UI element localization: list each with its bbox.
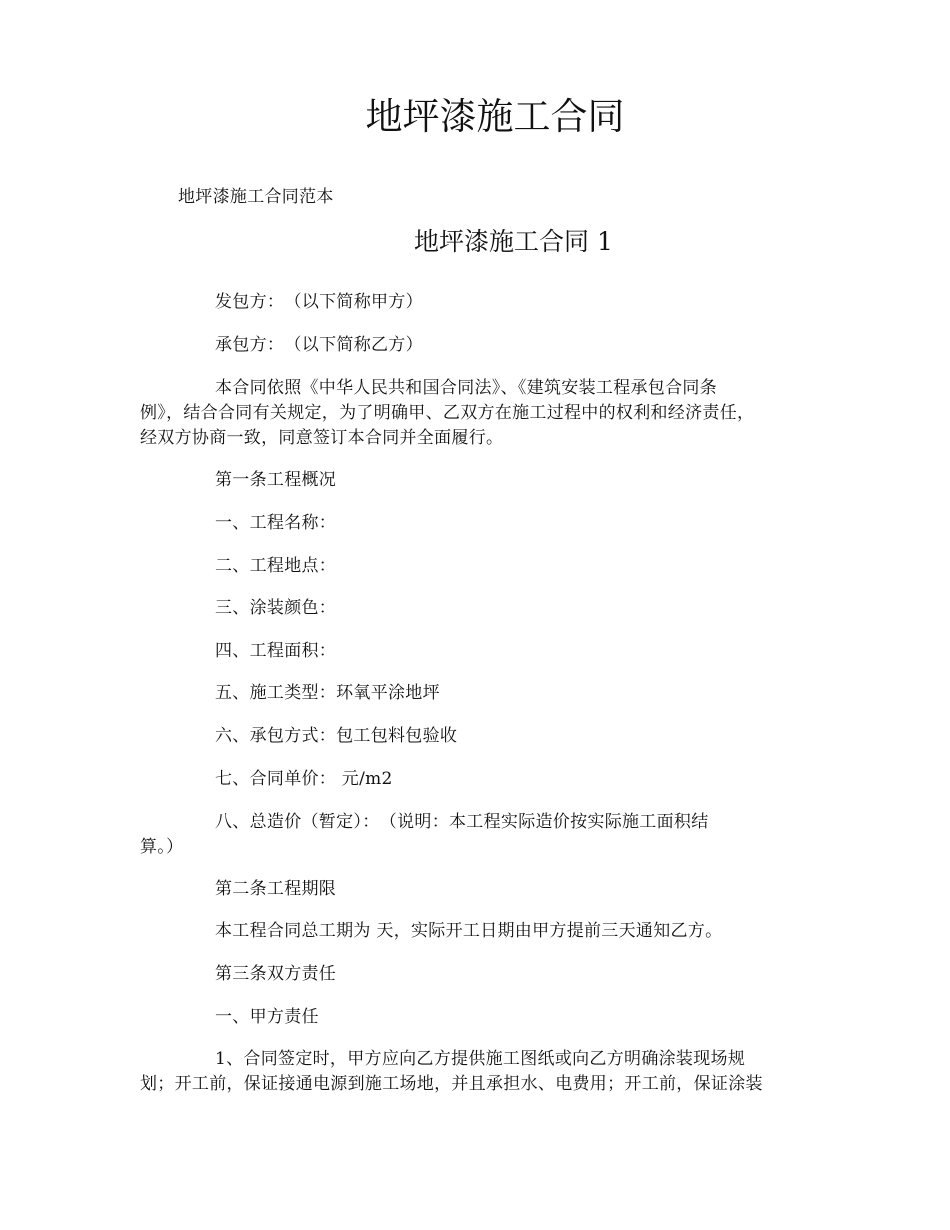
party-a-line: 发包方： （以下简称甲方） (215, 292, 423, 312)
article1-item: 七、合同单价： 元/m2 (215, 769, 393, 789)
preamble-line: 例》，结合合同有关规定，为了明确甲、乙双方在施工过程中的权利和经济责任， (140, 403, 755, 423)
article1-item: 四、工程面积： (215, 641, 337, 661)
article3-heading: 第三条双方责任 (215, 964, 337, 984)
article1-item: 二、工程地点： (215, 556, 337, 576)
article1-item: 三、涂装颜色： (215, 598, 337, 618)
contract-subtitle: 地坪漆施工合同 1 (414, 227, 613, 256)
total-price-line: 算。） (140, 837, 184, 857)
article1-item: 六、承包方式：包工包料包验收 (215, 726, 458, 746)
article1-heading: 第一条工程概况 (215, 470, 337, 490)
template-label: 地坪漆施工合同范本 (178, 187, 334, 207)
article1-item: 五、施工类型：环氧平涂地坪 (215, 683, 440, 703)
article2-heading: 第二条工程期限 (215, 879, 337, 899)
total-price-line: 八、总造价（暂定）： （说明：本工程实际造价按实际施工面积结 (215, 812, 709, 832)
preamble-line: 经双方协商一致，同意签订本合同并全面履行。 (140, 428, 504, 448)
document-title: 地坪漆施工合同 (365, 95, 625, 138)
duty-item-line: 1、合同签定时，甲方应向乙方提供施工图纸或向乙方明确涂装现场规 (215, 1049, 746, 1069)
duty-item-line: 划；开工前，保证接通电源到施工场地，并且承担水、电费用；开工前，保证涂装 (140, 1074, 763, 1094)
party-a-duties-heading: 一、甲方责任 (215, 1007, 319, 1027)
article1-item: 一、工程名称： (215, 513, 337, 533)
party-b-line: 承包方： （以下简称乙方） (215, 335, 423, 355)
article2-text: 本工程合同总工期为 天，实际开工日期由甲方提前三天通知乙方。 (215, 921, 723, 941)
preamble-line: 本合同依照《中华人民共和国合同法》、《建筑安装工程承包合同条 (215, 378, 717, 398)
